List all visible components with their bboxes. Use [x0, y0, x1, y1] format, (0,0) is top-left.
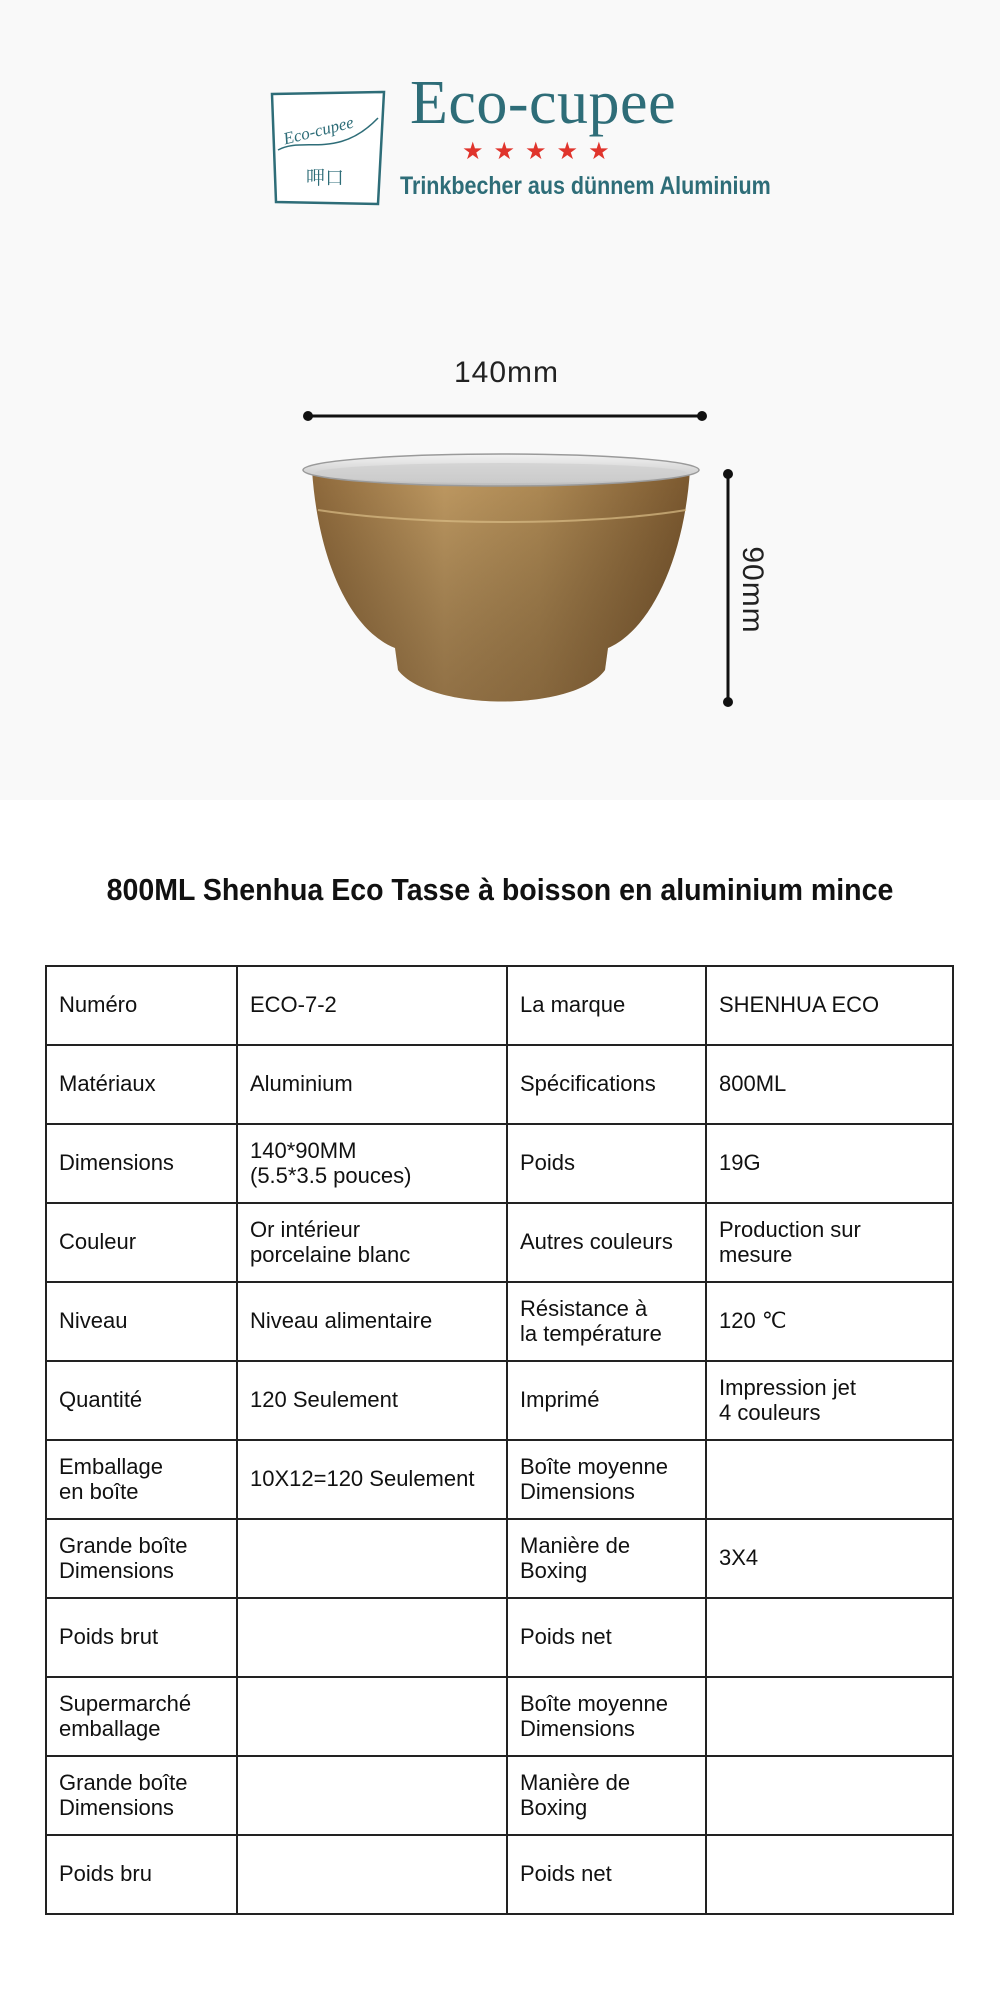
spec-label: Résistance à la température [507, 1282, 706, 1361]
spec-value: Aluminium [237, 1045, 507, 1124]
spec-row [46, 1124, 953, 1203]
spec-label: Poids [507, 1124, 706, 1203]
spec-label: Numéro [46, 966, 237, 1045]
spec-label: Matériaux [46, 1045, 237, 1124]
height-dimension-label: 90mm [736, 546, 769, 634]
spec-value: 800ML [706, 1045, 953, 1124]
brand-name: Eco-cupee [410, 69, 677, 137]
badge-script-text: Eco-cupee [281, 112, 356, 149]
spec-value [706, 1835, 953, 1914]
spec-label: Poids net [507, 1835, 706, 1914]
spec-label: Supermarché emballage [46, 1677, 237, 1756]
spec-label: La marque [507, 966, 706, 1045]
height-dimension-line [723, 469, 733, 707]
spec-row [46, 1440, 953, 1519]
spec-value: 19G [706, 1124, 953, 1203]
spec-value: 140*90MM (5.5*3.5 pouces) [237, 1124, 507, 1203]
spec-value [706, 1756, 953, 1835]
spec-value: ECO-7-2 [237, 966, 507, 1045]
spec-label: Niveau [46, 1282, 237, 1361]
spec-label: Boîte moyenne Dimensions [507, 1440, 706, 1519]
width-dimension-line [303, 411, 707, 421]
spec-value [706, 1677, 953, 1756]
spec-value: Niveau alimentaire [237, 1282, 507, 1361]
spec-value: Impression jet 4 couleurs [706, 1361, 953, 1440]
spec-row [46, 1519, 953, 1598]
spec-label: Manière de Boxing [507, 1756, 706, 1835]
aluminium-cup [303, 454, 699, 702]
width-dimension-label: 140mm [454, 356, 560, 389]
brand-stars: ★★★★★ [462, 138, 620, 165]
product-title: 800ML Shenhua Eco Tasse à boisson en aluminium mince [106, 872, 894, 907]
spec-row [46, 1756, 953, 1835]
spec-label: Poids bru [46, 1835, 237, 1914]
spec-row [46, 1045, 953, 1124]
spec-value [237, 1835, 507, 1914]
spec-row [46, 1835, 953, 1914]
product-cup-illustration [0, 0, 1000, 800]
spec-label: Grande boîte Dimensions [46, 1756, 237, 1835]
spec-label: Poids net [507, 1598, 706, 1677]
spec-value: 10X12=120 Seulement [237, 1440, 507, 1519]
spec-label: Spécifications [507, 1045, 706, 1124]
spec-value: Production sur mesure [706, 1203, 953, 1282]
brand-tagline: Trinkbecher aus dünnem Aluminium [400, 172, 771, 200]
spec-label: Quantité [46, 1361, 237, 1440]
badge-chinese-text: 呷口 [306, 167, 345, 189]
spec-value: 3X4 [706, 1519, 953, 1598]
spec-label: Couleur [46, 1203, 237, 1282]
spec-value [237, 1756, 507, 1835]
spec-label: Grande boîte Dimensions [46, 1519, 237, 1598]
spec-value: Or intérieur porcelaine blanc [237, 1203, 507, 1282]
spec-row [46, 1282, 953, 1361]
spec-label: Emballage en boîte [46, 1440, 237, 1519]
product-hero [0, 0, 1000, 800]
spec-value: 120 ℃ [706, 1282, 953, 1361]
spec-value [237, 1598, 507, 1677]
spec-label: Imprimé [507, 1361, 706, 1440]
spec-label: Boîte moyenne Dimensions [507, 1677, 706, 1756]
spec-value: SHENHUA ECO [706, 966, 953, 1045]
spec-row [46, 1361, 953, 1440]
specification-table [45, 965, 954, 1915]
spec-row [46, 1598, 953, 1677]
spec-value [237, 1677, 507, 1756]
spec-label: Poids brut [46, 1598, 237, 1677]
spec-value [706, 1598, 953, 1677]
spec-row [46, 966, 953, 1045]
spec-label: Autres couleurs [507, 1203, 706, 1282]
spec-label: Dimensions [46, 1124, 237, 1203]
spec-value [237, 1519, 507, 1598]
spec-value [706, 1440, 953, 1519]
spec-label: Manière de Boxing [507, 1519, 706, 1598]
spec-value: 120 Seulement [237, 1361, 507, 1440]
spec-row [46, 1203, 953, 1282]
spec-row [46, 1677, 953, 1756]
